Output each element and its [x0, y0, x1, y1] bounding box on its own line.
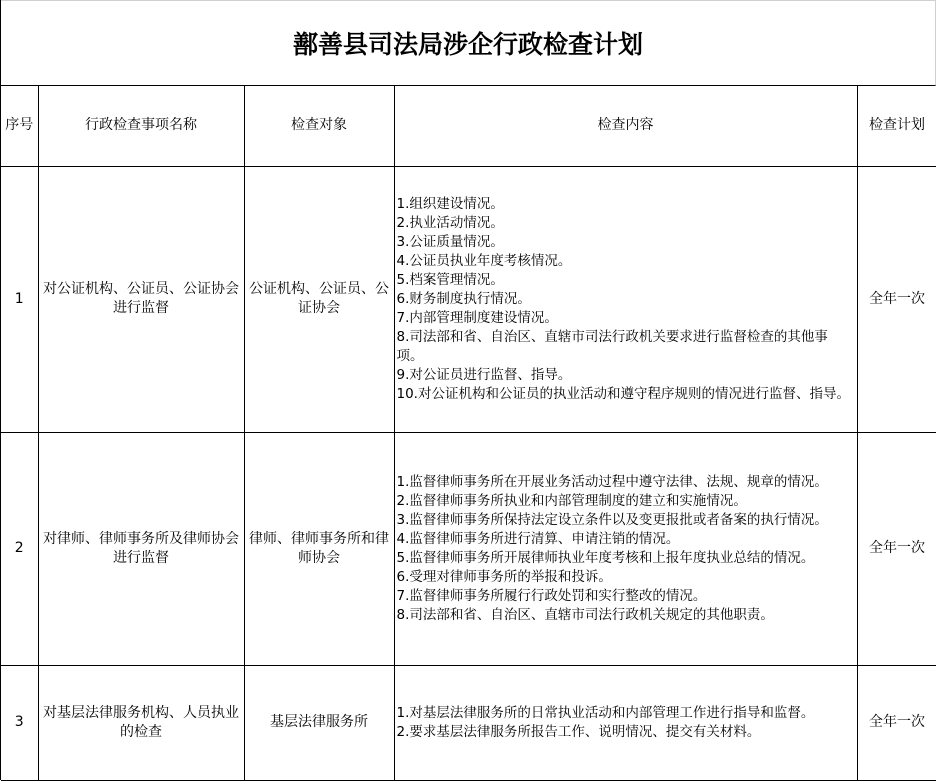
content-item: 7.内部管理制度建设情况。 — [396, 309, 558, 326]
page-title: 鄯善县司法局涉企行政检查计划 — [1, 0, 936, 86]
content-item: 2.要求基层法律服务所报告工作、说明情况、提交有关材料。 — [396, 723, 761, 740]
content-item: 3.公证质量情况。 — [396, 233, 504, 250]
row-plan: 全年一次 — [857, 166, 936, 432]
inspection-plan-table — [1, 86, 936, 781]
content-item: 6.财务制度执行情况。 — [396, 290, 531, 307]
row-plan: 全年一次 — [857, 665, 936, 780]
content-item: 9.对公证员进行监督、指导。 — [396, 366, 572, 383]
row-index: 1 — [1, 166, 38, 432]
row-target: 律师、律师事务所和律师协会 — [244, 432, 394, 665]
content-item: 2.执业活动情况。 — [396, 214, 504, 231]
row-plan: 全年一次 — [857, 432, 936, 665]
row-content — [394, 665, 857, 780]
row-index: 2 — [1, 432, 38, 665]
table-row — [1, 166, 936, 432]
content-list — [397, 473, 853, 625]
row-index: 3 — [1, 665, 38, 780]
table-row — [1, 432, 936, 665]
content-item: 1.监督律师事务所在开展业务活动过程中遵守法律、法规、规章的情况。 — [396, 473, 828, 490]
row-target: 基层法律服务所 — [244, 665, 394, 780]
content-list — [397, 195, 853, 404]
row-content — [394, 166, 857, 432]
row-target: 公证机构、公证员、公证协会 — [244, 166, 394, 432]
header-index: 序号 — [1, 86, 38, 166]
content-item: 4.公证员执业年度考核情况。 — [396, 252, 572, 269]
header-content: 检查内容 — [394, 86, 857, 166]
content-item: 5.档案管理情况。 — [396, 271, 504, 288]
table-header-row — [1, 86, 936, 166]
row-item-name: 对律师、律师事务所及律师协会进行监督 — [38, 432, 244, 665]
row-item-name: 对基层法律服务机构、人员执业的检查 — [38, 665, 244, 780]
content-item: 1.对基层法律服务所的日常执业活动和内部管理工作进行指导和监督。 — [396, 704, 815, 721]
content-item: 7.监督律师事务所履行行政处罚和实行整改的情况。 — [396, 587, 707, 604]
header-item-name: 行政检查事项名称 — [38, 86, 244, 166]
content-item: 10.对公证机构和公证员的执业活动和遵守程序规则的情况进行监督、指导。 — [396, 385, 850, 402]
content-item: 8.司法部和省、自治区、直辖市司法行政机关规定的其他职责。 — [396, 606, 774, 623]
header-plan: 检查计划 — [857, 86, 936, 166]
content-item: 6.受理对律师事务所的举报和投诉。 — [396, 568, 612, 585]
content-item: 3.监督律师事务所保持法定设立条件以及变更报批或者备案的执行情况。 — [396, 511, 828, 528]
row-content — [394, 432, 857, 665]
table-row — [1, 665, 936, 780]
row-item-name: 对公证机构、公证员、公证协会进行监督 — [38, 166, 244, 432]
header-target: 检查对象 — [244, 86, 394, 166]
content-item: 4.监督律师事务所进行清算、申请注销的情况。 — [396, 530, 680, 547]
content-list — [397, 704, 853, 742]
content-item: 5.监督律师事务所开展律师执业年度考核和上报年度执业总结的情况。 — [396, 549, 815, 566]
content-item: 8.司法部和省、自治区、直辖市司法行政机关要求进行监督检查的其他事项。 — [396, 328, 828, 364]
content-item: 2.监督律师事务所执业和内部管理制度的建立和实施情况。 — [396, 492, 747, 509]
content-item: 1.组织建设情况。 — [396, 195, 504, 212]
